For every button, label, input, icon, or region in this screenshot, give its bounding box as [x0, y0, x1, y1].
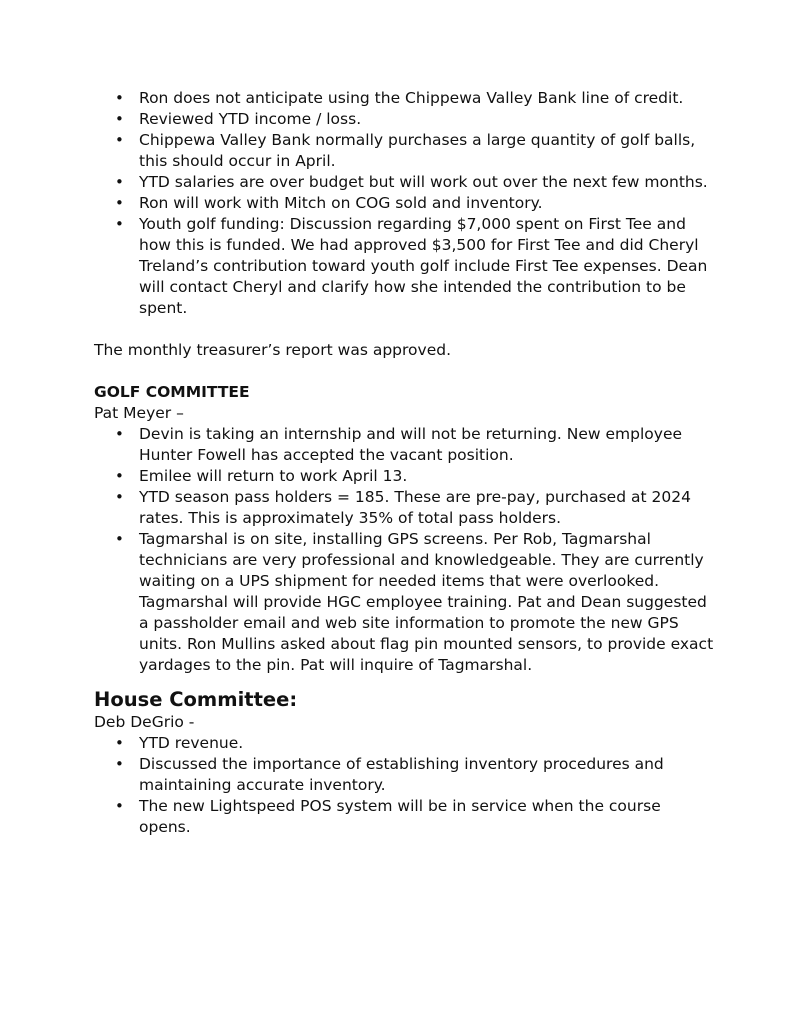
house-committee-reporter: Deb DeGrio -	[94, 713, 195, 731]
list-item: • Chippewa Valley Bank normally purchases a large quantity of golf balls, this should occur in April.	[94, 130, 714, 172]
list-item: • Ron does not anticipate using the Chippewa Valley Bank line of credit.	[94, 88, 714, 109]
list-item: • YTD salaries are over budget but will work out over the next few months.	[94, 172, 714, 193]
treasurer-approval-text: The monthly treasurer’s report was approved.	[94, 341, 451, 359]
list-item: • YTD revenue.	[94, 733, 714, 754]
house-committee-bullet-list	[94, 733, 714, 838]
list-item: • Tagmarshal is on site, installing GPS screens. Per Rob, Tagmarshal technicians are very professional and knowledgeable. They are currently waiting on a UPS shipment for needed items that were overlooked. Tagmarshal will provide HGC employee training. Pat and Dean suggested a passholder email and web site information to promote the new GPS units. Ron Mullins asked about flag pin mounted sensors, to provide exact yardages to the pin. Pat will inquire of Tagmarshal.	[94, 529, 714, 676]
list-item: • Youth golf funding: Discussion regarding $7,000 spent on First Tee and how this is funded. We had approved $3,500 for First Tee and did Cheryl Treland’s contribution toward youth golf include First Tee expenses. Dean will contact Cheryl and clarify how she intended the contribution to be spent.	[94, 214, 714, 319]
list-item: • Emilee will return to work April 13.	[94, 466, 714, 487]
list-item: • Devin is taking an internship and will not be returning. New employee Hunter Fowell has accepted the vacant position.	[94, 424, 714, 466]
golf-committee-bullet-list	[94, 424, 714, 676]
golf-committee-heading: GOLF COMMITTEE	[94, 383, 250, 401]
list-item: • Discussed the importance of establishing inventory procedures and maintaining accurate inventory.	[94, 754, 714, 796]
golf-committee-reporter: Pat Meyer –	[94, 404, 184, 422]
list-item: • Ron will work with Mitch on COG sold and inventory.	[94, 193, 714, 214]
house-committee-heading: House Committee:	[94, 688, 298, 711]
list-item: • YTD season pass holders = 185. These are pre-pay, purchased at 2024 rates. This is approximately 35% of total pass holders.	[94, 487, 714, 529]
list-item: • The new Lightspeed POS system will be in service when the course opens.	[94, 796, 714, 838]
document-page	[94, 88, 714, 838]
list-item: • Reviewed YTD income / loss.	[94, 109, 714, 130]
treasurer-bullet-list	[94, 88, 714, 319]
